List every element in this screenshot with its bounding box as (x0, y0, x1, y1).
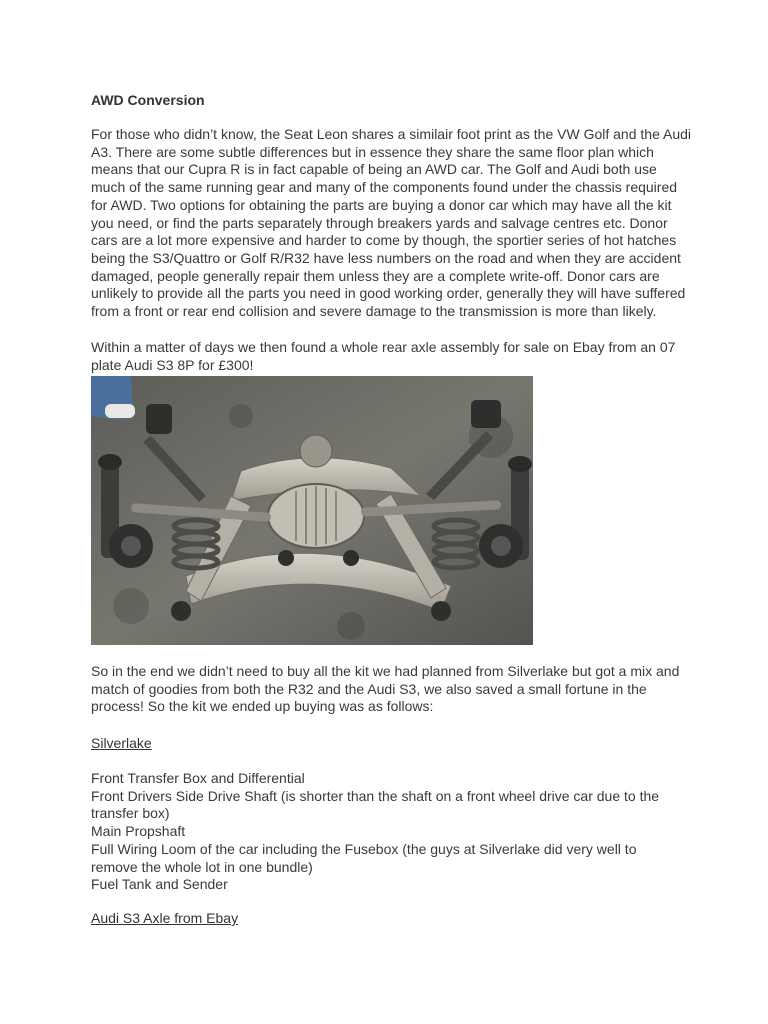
list-item: Front Transfer Box and Differential (91, 770, 305, 786)
rear-axle-photo (91, 376, 533, 645)
document-title: AWD Conversion (91, 92, 205, 108)
audi-axle-heading: Audi S3 Axle from Ebay (91, 910, 239, 926)
silverlake-kit-list (91, 770, 671, 894)
shoe-in-photo (91, 376, 135, 420)
rear-axle-illustration (91, 376, 533, 645)
list-item: Fuel Tank and Sender (91, 876, 228, 893)
ebay-find-paragraph: Within a matter of days we then found a whole rear axle assembly for sale on Ebay from an 07 plate Audi S3 8P for £300! (91, 339, 676, 373)
silverlake-heading: Silverlake (91, 735, 152, 751)
list-item: Front Drivers Side Drive Shaft (is shorter than the shaft on a front wheel drive car due to the transfer box) (91, 787, 660, 822)
kit-summary-paragraph: So in the end we didn’t need to buy all the kit we had planned from Silverlake but got a mix and match of goodies from both the R32 and the Audi S3, we also saved a small fortune in the process! So the kit we ended up buying was as follows: (91, 663, 680, 715)
intro-paragraph: For those who didn’t know, the Seat Leon shares a similair foot print as the VW Golf and the Audi A3. There are some subtle differences but in essence they share the same floor plan which means that our Cupra R is in fact capable of being an AWD car. The Golf and Audi both use much of the same running gear and many of the components found under the chassis required for AWD. Two options for obtaining the parts are buying a donor car which may have all the kit you need, or find the parts separately through breakers yards and salvage centres etc. Donor cars are a lot more expensive and harder to come by though, the sportier series of hot hatches being the S3/Quattro or Golf R/R32 have less numbers on the road and when they are accident damaged, people generally repair them unless they are a complete write-off. Donor cars are unlikely to provide all the parts you need in good working order, generally they will have suffered from a front or rear end collision and severe damage to the transmission is more than likely. (91, 126, 691, 320)
list-item: Main Propshaft (91, 823, 186, 840)
list-item: Full Wiring Loom of the car including the Fusebox (the guys at Silverlake did very well to remove the whole lot in one bundle) (91, 840, 637, 875)
